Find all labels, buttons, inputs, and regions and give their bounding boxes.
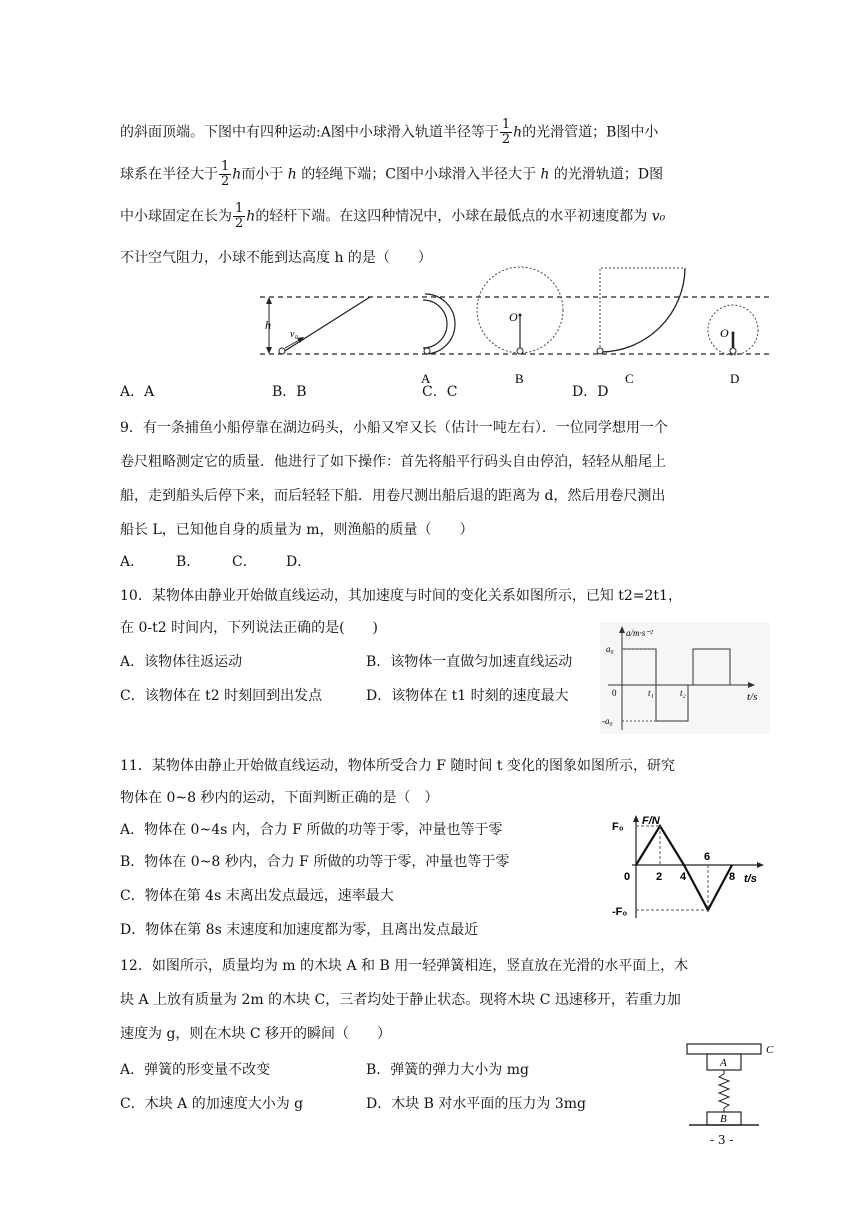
q12-line-3: 速度为 g，则在木块 C 移开的瞬间（ ） — [120, 1026, 392, 1042]
fig-o-d: O — [720, 326, 729, 340]
fig-v0-label: v₀ — [290, 329, 298, 340]
q10-graph — [600, 622, 770, 734]
q11-line-1: 11．某物体由静止开始做直线运动，物体所受合力 F 随时间 t 变化的图象如图所示，研究 — [120, 758, 675, 774]
q10-option-d: D．该物体在 t1 时刻的速度最大 — [366, 688, 569, 704]
fig-h-label: h — [265, 318, 271, 332]
q8-figure — [255, 265, 775, 390]
q11-tick-2: 2 — [656, 871, 663, 883]
q10-neg-a0: -a₀ — [602, 716, 613, 726]
q11-option-c: C．物体在第 4s 末离出发点最远，速率最大 — [120, 888, 394, 904]
q8-option-d: D．D — [572, 384, 609, 400]
q11-f0: F₀ — [612, 821, 624, 833]
q8-line-3: 中小球固定在长为 $\frac{1}{2}$ h的轻杆下端。在这四种情况中，小球在最低点的水平初速度都为 v₀ — [120, 201, 666, 231]
fig-label-c: C — [625, 371, 634, 386]
q8-option-c: C．C — [422, 384, 458, 400]
q8-line-4: 不计空气阻力，小球不能到达高度 h 的是（ ） — [120, 250, 432, 266]
q10-option-a: A．该物体往返运动 — [120, 654, 243, 670]
q12-line-1: 12．如图所示，质量均为 m 的木块 A 和 B 用一轻弹簧相连，竖直放在光滑的水平面上，木 — [120, 958, 689, 974]
fraction-half: $\frac{1}{2}$ — [221, 159, 230, 189]
q10-option-c: C．该物体在 t2 时刻回到出发点 — [120, 688, 323, 704]
q12-label-c: C — [766, 1044, 774, 1056]
q12-label-b: B — [720, 1113, 727, 1125]
q9-line-4: 船长 L，已知他自身的质量为 m，则渔船的质量（ ） — [120, 522, 474, 538]
q12-option-c: C．木块 A 的加速度大小为 g — [120, 1096, 304, 1112]
fraction-half: $\frac{1}{2}$ — [501, 117, 511, 147]
q11-tick-0: 0 — [624, 871, 631, 883]
q11-option-b: B．物体在 0~8 秒内，合力 F 所做的功等于零，冲量也等于零 — [120, 854, 510, 870]
q11-line-2: 物体在 0~8 秒内的运动，下面判断正确的是（ ） — [120, 790, 439, 806]
q11-neg-f0: -F₀ — [612, 906, 628, 918]
q8-line-2: 球系在半径大于 $\frac{1}{2}$ h而小于 h 的轻绳下端；C图中小球滑入半径大于 h 的光滑轨道；D图 — [120, 159, 664, 189]
fig-label-b: B — [515, 371, 524, 386]
q9-line-1: 9．有一条捕鱼小船停靠在湖边码头，小船又窄又长（估计一吨左右）．一位同学想用一个 — [120, 420, 668, 436]
q11-tick-8: 8 — [729, 871, 736, 883]
q12-line-2: 块 A 上放有质量为 2m 的木块 C，三者均处于静止状态。现将木块 C 迅速移开，若重力加 — [120, 992, 681, 1008]
q12-option-b: B．弹簧的弹力大小为 mg — [366, 1062, 529, 1078]
q12-option-d: D．木块 B 对水平面的压力为 3mg — [366, 1096, 587, 1112]
q9-option-b: B． — [176, 554, 201, 570]
q10-ylabel: a/m·s⁻² — [626, 628, 653, 638]
q9-line-3: 船，走到船头后停下来，而后轻轻下船．用卷尺测出船后退的距离为 d，然后用卷尺测出 — [120, 488, 666, 504]
q11-option-a: A．物体在 0~4s 内，合力 F 所做的功等于零，冲量也等于零 — [120, 822, 503, 838]
q9-line-2: 卷尺粗略测定它的质量．他进行了如下操作：首先将船平行码头自由停泊，轻轻从船尾上 — [120, 454, 666, 470]
fig-label-d: D — [730, 371, 740, 386]
q10-origin: 0 — [612, 688, 617, 698]
q11-graph — [612, 812, 772, 922]
q10-t1: t₁ — [648, 688, 654, 698]
q9-option-a: A． — [120, 554, 145, 570]
q8-option-b: B．B — [272, 384, 307, 400]
q9-option-d: D． — [286, 554, 312, 570]
q11-option-d: D．物体在第 8s 末速度和加速度都为零，且离出发点最近 — [120, 922, 479, 938]
q10-t2: t₂ — [680, 688, 686, 698]
q12-figure — [685, 1040, 785, 1130]
q12-label-a: A — [720, 1057, 727, 1069]
page-number: - 3 - — [710, 1133, 734, 1147]
fig-o-b: O — [509, 310, 518, 324]
q10-option-b: B．该物体一直做匀加速直线运动 — [366, 654, 573, 670]
q10-a0: a₀ — [606, 644, 614, 654]
q10-line-1: 10．某物体由静业开始做直线运动，其加速度与时间的变化关系如图所示，已知 t2=2t1， — [120, 588, 682, 604]
q11-xlabel: t/s — [744, 873, 757, 885]
q9-option-c: C． — [232, 554, 257, 570]
q11-tick-6: 6 — [704, 851, 711, 863]
fig-label-a: A — [421, 371, 431, 386]
fraction-half: $\frac{1}{2}$ — [235, 201, 244, 231]
q10-xlabel: t/s — [747, 691, 758, 703]
q8-option-a: A．A — [120, 384, 155, 400]
q8-line-1: 的斜面顶端。下图中有四种运动:A图中小球滑入轨道半径等于 $\frac{1}{2}$ h的光滑管道；B图中小 — [120, 117, 659, 147]
q12-option-a: A．弹簧的形变量不改变 — [120, 1062, 271, 1078]
q10-line-2: 在 0-t2 时间内，下列说法正确的是( ) — [120, 620, 378, 636]
q11-ylabel: F/N — [642, 815, 660, 827]
q11-tick-4: 4 — [680, 871, 687, 883]
